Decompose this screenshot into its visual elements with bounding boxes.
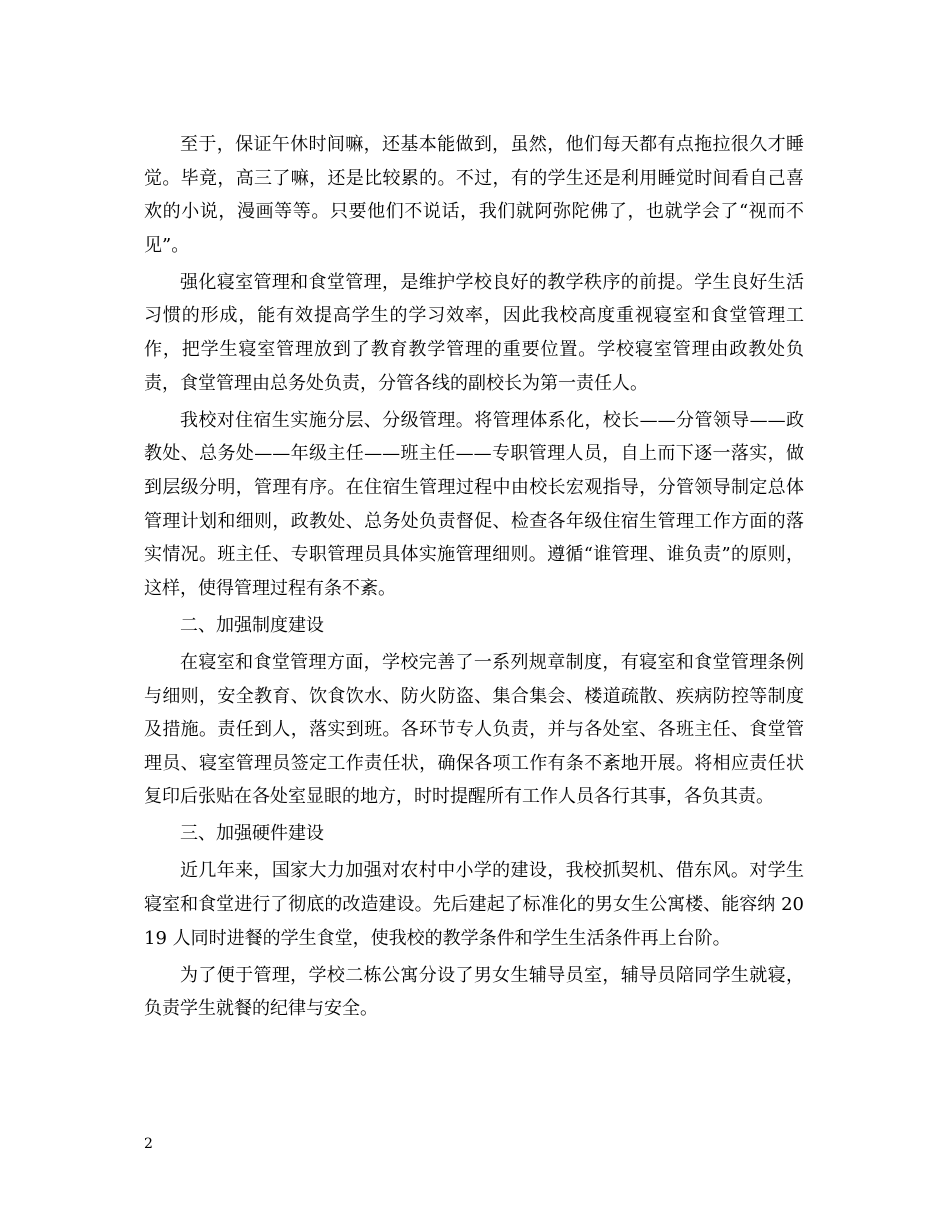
paragraph-counselor-rooms: 为了便于管理，学校二栋公寓分设了男女生辅导员室，辅导员陪同学生就寝，负责学生就餐的纪律与安全。	[144, 964, 804, 1020]
paragraph-tiered-management: 我校对住宿生实施分层、分级管理。将管理体系化，校长——分管领导——政教处、总务处——年级主任——班主任——专职管理人员，自上而下逐一落实，做到层级分明，管理有序。在住宿生管理过程中由校长宏观指导，分管领导制定总体管理计划和细则，政教处、总务处负责督促、检查各年级住宿生管理工作方面的落实情况。班主任、专职管理员具体实施管理细则。遵循“谁管理、谁负责”的原则，这样，使得管理过程有条不紊。	[144, 409, 804, 599]
section-heading-hardware-building: 三、加强硬件建设	[180, 823, 324, 845]
document-body	[144, 128, 804, 1029]
paragraph-dorm-canteen-management: 强化寝室管理和食堂管理，是维护学校良好的教学秩序的前提。学生良好生活习惯的形成，能有效提高学生的学习效率，因此我校高度重视寝室和食堂管理工作，把学生寝室管理放到了教育教学管理的重要位置。学校寝室管理由政教处负责，食堂管理由总务处负责，分管各线的副校长为第一责任人。	[144, 271, 804, 394]
section-heading-system-building: 二、加强制度建设	[180, 614, 324, 636]
paragraph-regulations: 在寝室和食堂管理方面，学校完善了一系列规章制度，有寝室和食堂管理条例与细则，安全教育、饮食饮水、防火防盗、集合集会、楼道疏散、疾病防控等制度及措施。责任到人，落实到班。各环节专人负责，并与各处室、各班主任、食堂管理员、寝室管理员签定工作责任状，确保各项工作有条不紊地开展。将相应责任状复印后张贴在各处室显眼的地方，时时提醒所有工作人员各行其事，各负其责。	[144, 651, 804, 808]
paragraph-nap-time: 至于，保证午休时间嘛，还基本能做到，虽然，他们每天都有点拖拉很久才睡觉。毕竟，高三了嘛，还是比较累的。不过，有的学生还是利用睡觉时间看自己喜欢的小说，漫画等等。只要他们不说话，我们就阿弥陀佛了，也就学会了“视而不见”。	[144, 134, 804, 256]
page-number: 2	[144, 1136, 153, 1152]
paragraph-construction: 近几年来，国家大力加强对农村中小学的建设，我校抓契机、借东风。对学生寝室和食堂进行了彻底的改造建设。先后建起了标准化的男女生公寓楼、能容纳 2019 人同时进餐的学生食堂，使我校的教学条件和学生生活条件再上台阶。	[144, 860, 804, 949]
